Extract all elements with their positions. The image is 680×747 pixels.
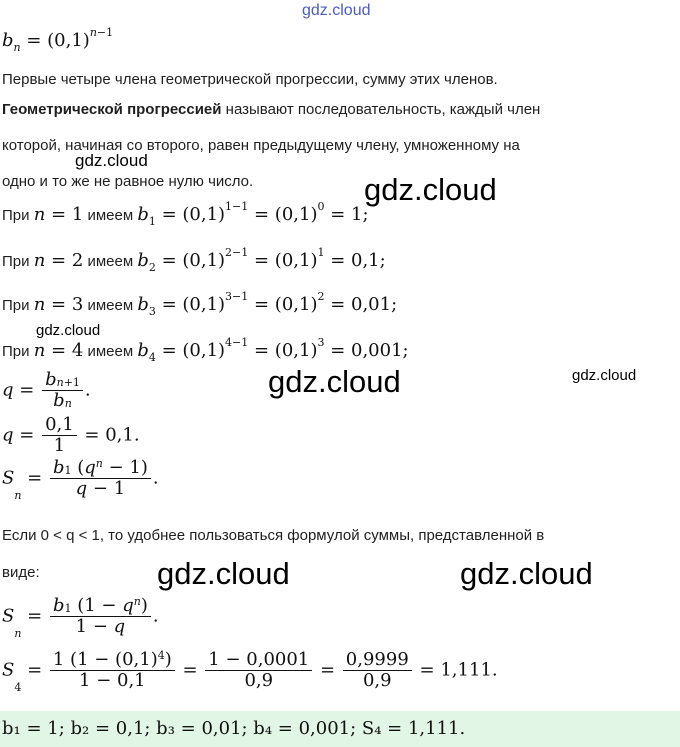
formula-s4-calculation: $S_4$ = $\frac{1 (1 - (0,1)^4)}{1 - 0,1}$ = $\frac{1 - 0,0001}{0,9}$ = $\frac{0,9999}{0,9}$ = 1,111. [2,649,498,694]
definition-line-2: которой, начиная со второго, равен предыдущему члену, умноженному на [2,137,520,154]
formula-header: $b_n = (0,1)^{n-1}$ [2,26,114,54]
definition-line-1: Геометрической прогрессией называют последовательность, каждый член [2,101,541,118]
watermark: gdz.cloud [157,556,290,591]
formula-sum-general: $S_n$ = $\frac{b_1 (q^n - 1)}{q - 1}$ . [2,457,159,502]
watermark: gdz.cloud [75,151,148,170]
row-b1: При n = 1 имеем $b_1 = (0,1)^{1-1} = (0,1)^0 = 1$; [2,200,369,228]
formula-sum-alternative: $S_n$ = $\frac{b_1 (1 - q^n)}{1 - q}$ . [2,595,159,640]
formula-q-definition: q = $\frac{b_{n+1}}{b_n}$ . [2,369,91,411]
row-b2: При n = 2 имеем $b_2 = (0,1)^{2-1} = (0,1)^1 = 0,1$; [2,246,386,274]
definition-term: Геометрической прогрессией [2,101,222,118]
row-b4: При n = 4 имеем $b_4 = (0,1)^{4-1} = (0,1)^3 = 0,001$; [2,336,409,364]
watermark: gdz.cloud [36,322,101,339]
watermark: gdz.cloud [572,367,637,384]
watermark: gdz.cloud [460,556,593,591]
answer-line: b₁ = 1; b₂ = 0,1; b₃ = 0,01; b₄ = 0,001; S₄ = 1,111. [2,718,466,739]
watermark: gdz.cloud [268,364,401,399]
formula-q-value: q = $\frac{0,1}{1}$ = 0,1. [2,414,140,456]
task-text: Первые четыре члена геометрической прогрессии, сумму этих членов. [2,71,498,88]
sum-explanation-line-2: виде: [2,564,40,581]
watermark: gdz.cloud [364,172,497,207]
sum-explanation-line-1: Если 0 < q < 1, то удобнее пользоваться формулой суммы, представленной в [2,527,545,544]
definition-line-3: одно и то же не равное нулю число. [2,173,254,190]
row-b3: При n = 3 имеем $b_3 = (0,1)^{3-1} = (0,1)^2 = 0,01$; [2,290,398,318]
watermark: gdz.cloud [302,2,371,19]
